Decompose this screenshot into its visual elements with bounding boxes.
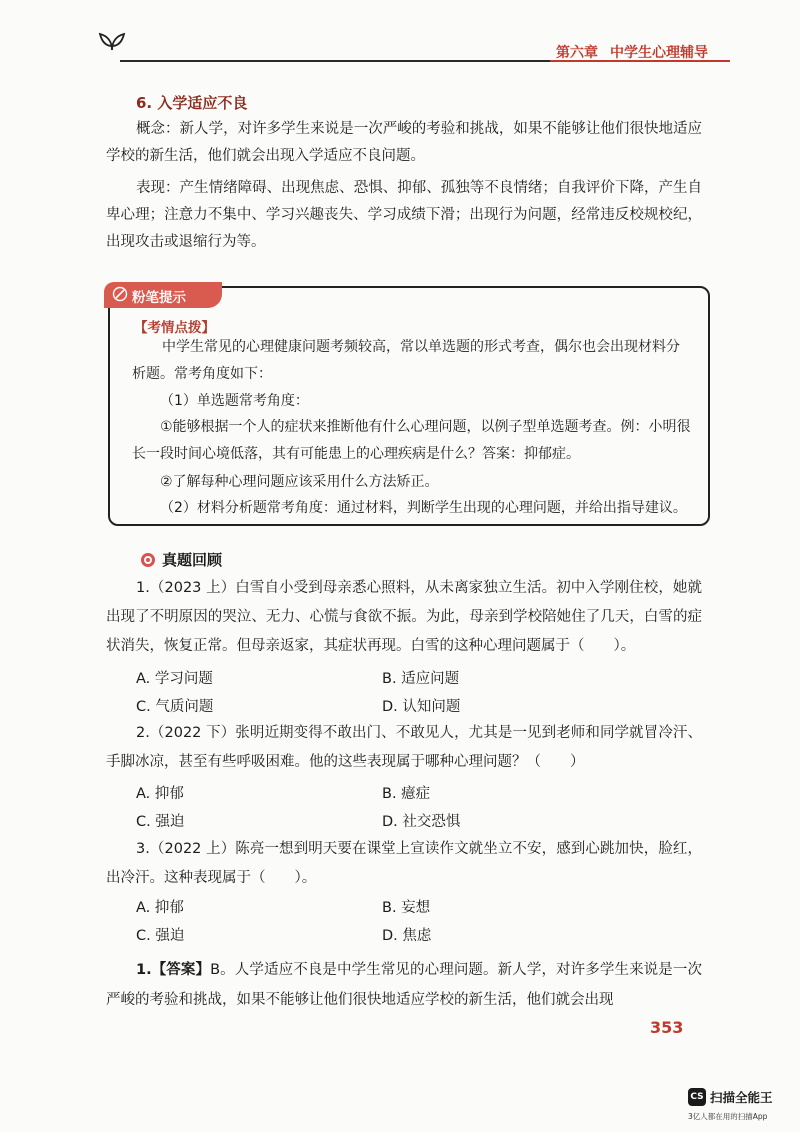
tip-subheading: 【考情点拨】: [134, 320, 215, 336]
concept-paragraph: 概念：新人学，对许多学生来说是一次严峻的考验和挑战，如果不能够让他们很快地适应学校的新生活，他们就会出现入学适应不良问题。: [106, 121, 702, 164]
answer-prefix: 1.【答案】: [136, 962, 211, 978]
target-icon: [140, 552, 156, 568]
question-2-option-a: A. 抑郁: [136, 786, 184, 802]
question-2-option-b: B. 癔症: [382, 786, 431, 802]
question-3-option-a: A. 抑郁: [136, 900, 184, 916]
chapter-title: 中学生心理辅导: [610, 45, 708, 61]
question-1-option-b: B. 适应问题: [382, 671, 460, 687]
header-rule: [120, 60, 550, 62]
pencil-icon: [112, 286, 128, 302]
tip-item-single-choice: （1）单选题常考角度：: [160, 393, 309, 409]
question-3-option-d: D. 焦虑: [382, 928, 432, 944]
answer-paragraph: [106, 955, 702, 1015]
question-2-option-d: D. 社交恐惧: [382, 814, 461, 830]
review-heading: 真题回顾: [162, 551, 223, 569]
scanner-app-tagline: 3亿人都在用的扫描App: [688, 1112, 768, 1121]
question-3-option-b: B. 妄想: [382, 900, 431, 916]
question-1-option-a: A. 学习问题: [136, 671, 213, 687]
section-heading: 6. 入学适应不良: [136, 94, 248, 112]
tip-tab: [104, 282, 222, 308]
question-1: 1.（2023 上）白雪自小受到母亲悉心照料，从未离家独立生活。初中入学刚住校，她就出现了不明原因的哭泣、无力、心慌与食欲不振。为此，母亲到学校陪她住了几天，白雪的症状消失，恢复正常。但母亲返家，其症状再现。白雪的这种心理问题属于（ ）。: [106, 580, 702, 654]
question-2: 2.（2022 下）张明近期变得不敢出门、不敢见人，尤其是一见到老师和同学就冒冷汗、手脚冰凉，甚至有些呼吸困难。他的这些表现属于哪种心理问题？（ ）: [106, 725, 702, 770]
question-1-option-c: C. 气质问题: [136, 699, 214, 715]
sprout-icon: [98, 30, 126, 52]
tip-intro: 中学生常见的心理健康问题考频较高，常以单选题的形式考查，偶尔也会出现材料分析题。常考角度如下：: [132, 339, 680, 382]
question-3-option-c: C. 强迫: [136, 928, 185, 944]
page-number: 353: [650, 1018, 684, 1037]
tip-tab-label: 粉笔提示: [132, 290, 186, 306]
scanner-logo-badge: CS: [688, 1088, 706, 1106]
chapter-label: 第六章: [556, 45, 598, 61]
tip-item-single-choice-second: ②了解每种心理问题应该采用什么方法矫正。: [160, 474, 439, 490]
question-1-option-d: D. 认知问题: [382, 699, 461, 715]
answer-text: B。人学适应不良是中学生常见的心理问题。新人学，对许多学生来说是一次严峻的考验和挑战，如果不能够让他们很快地适应学校的新生活，他们就会出现: [106, 962, 702, 1008]
question-2-option-c: C. 强迫: [136, 814, 185, 830]
scanner-app-name: 扫描全能王: [710, 1090, 773, 1105]
tip-item-single-choice-detail: ①能够根据一个人的症状来推断他有什么心理问题，以例子型单选题考查。例：小明很长一段时间心境低落，其有可能患上的心理疾病是什么？答案：抑郁症。: [132, 419, 691, 462]
manifestation-paragraph: 表现：产生情绪障碍、出现焦虑、恐惧、抑郁、孤独等不良情绪；自我评价下降，产生自卑心理；注意力不集中、学习兴趣丧失、学习成绩下滑；出现行为问题，经常违反校规校纪，出现攻击或退缩行为等。: [106, 180, 702, 250]
tip-item-material-analysis: （2）材料分析题常考角度：通过材料，判断学生出现的心理问题，并给出指导建议。: [160, 500, 687, 516]
page-header: [0, 0, 800, 80]
question-3: 3.（2022 上）陈亮一想到明天要在课堂上宣读作文就坐立不安，感到心跳加快，脸红，出冷汗。这种表现属于（ ）。: [106, 841, 702, 886]
